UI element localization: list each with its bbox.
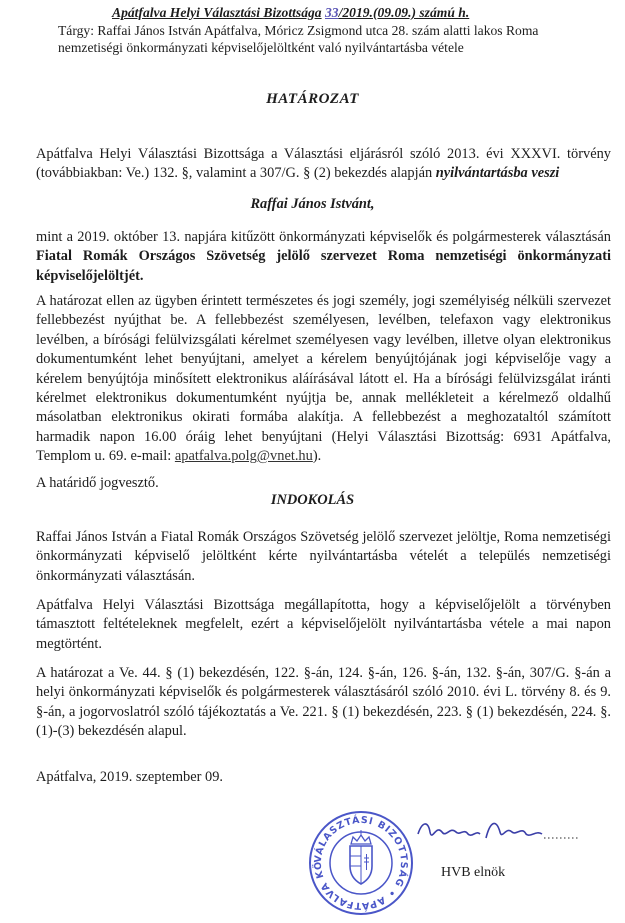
resolution-number: 33 <box>325 5 339 20</box>
signature-mark <box>410 812 580 852</box>
intro-paragraph <box>36 145 611 184</box>
stamp-seal-icon <box>306 808 416 918</box>
election-paragraph <box>36 228 611 286</box>
reasoning-paragraph-2: Apátfalva Helyi Választási Bizottsága megállapította, hogy a képviselőjelölt a törvényben támasztott feltételeknek megfelelt, ezért a képviselőjelölt nyilvántartásba vétele a mai napon megtörtént. <box>36 597 611 652</box>
election-emphasis: Fiatal Romák Országos Szövetség jelölő szervezet Roma nemzetiségi önkormányzati képviselőjelöltjét. <box>36 248 611 284</box>
subject-text: Raffai János István Apátfalva, Móricz Zsigmond utca 28. szám alatti lakos Roma nemzetiségi önkormányzati képviselőjelöltként való nyilvántartásba vétele <box>58 23 539 55</box>
deadline-note: A határidő jogvesztő. <box>36 475 159 491</box>
signer-role: HVB elnök <box>441 865 506 880</box>
intro-emphasis: nyilvántartásba veszi <box>435 165 560 182</box>
stamp-ring-text: VÁLASZTÁSI BIZOTTSÁG • APÁTFALVA KÖ <box>312 814 410 912</box>
reasoning-paragraph-1: Raffai János István a Fiatal Romák Országos Szövetség jelölő szervezet jelöltje, Roma nemzetiségi önkormányzati képviselő jelöltként kérte nyilvántartásba vételét a település nemzetiségi önkormányzati választásán. <box>36 529 611 584</box>
appeal-close: ). <box>312 448 322 465</box>
handwritten-signature <box>410 812 570 848</box>
appeal-paragraph <box>36 292 611 467</box>
intro-text: Apátfalva Helyi Választási Bizottsága a Választási eljárásról szóló 2013. évi XXXVI. törvény (továbbiakban: Ve.) 132. §, valamint a 307/G. § (2) bekezdés alapján <box>36 146 611 182</box>
candidate-name: Raffai János Istvánt, <box>250 196 375 212</box>
date-line: Apátfalva, 2019. szeptember 09. <box>36 769 224 785</box>
subject-label: Tárgy: <box>58 23 94 38</box>
email-link[interactable]: apatfalva.polg@vnet.hu <box>174 448 313 465</box>
resolution-header <box>112 5 469 21</box>
committee-name: Apátfalva Helyi Választási Bizottsága <box>112 5 322 20</box>
subject-block <box>58 22 606 56</box>
election-text: mint a 2019. október 13. napjára kitűzött önkormányzati képviselők és polgármesterek választásán <box>36 229 611 245</box>
reasoning-paragraph-3: A határozat a Ve. 44. § (1) bekezdésén, 122. §-án, 124. §-án, 126. §-án, 132. §-án, 307/G. §-án a helyi önkormányzati képviselők és polgármesterek választásáról szóló 2010. évi L. törvény 8. és 9. §-án, a jogorvoslatról szóló tájékoztatás a Ve. 221. § (1) bekezdésén, 223. § (1) bekezdésén, 224. §. (1)-(3) bekezdésén alapul. <box>36 665 611 740</box>
appeal-text: A határozat ellen az ügyben érintett természetes és jogi személy, jogi személyiség nélküli szervezet fellebbezést nyújthat be. A fellebbezést személyesen, levélben, telefaxon vagy elektronikus levélben, a bírósági felülvizsgálati kérelmet személyesen vagy levélben, illetve olyan elektronikus dokumentumként lehet benyújtani, amelyet a kérelem benyújtójának jogi képviselője vagy a kérelem benyújtója minősített elektronikus aláírásával látott el. Ha a bírósági felülvizsgálat iránti kérelmet elektronikus dokumentumként nyújtja be, annak mellékleteit a kérelmező oldalhű másolatban elektronikus okirati formába alakítja. A fellebbezést a meghozataltól számított harmadik napon 16.00 óráig lehet benyújtani (Helyi Választási Bizottság: 6931 Apátfalva, Templom u. 69. e-mail: <box>36 293 611 465</box>
reasoning-title: INDOKOLÁS <box>270 492 355 508</box>
document-title: HATÁROZAT <box>266 91 359 107</box>
resolution-number-suffix: /2019.(09.09.) számú h. <box>338 5 470 20</box>
official-stamp <box>306 808 416 913</box>
